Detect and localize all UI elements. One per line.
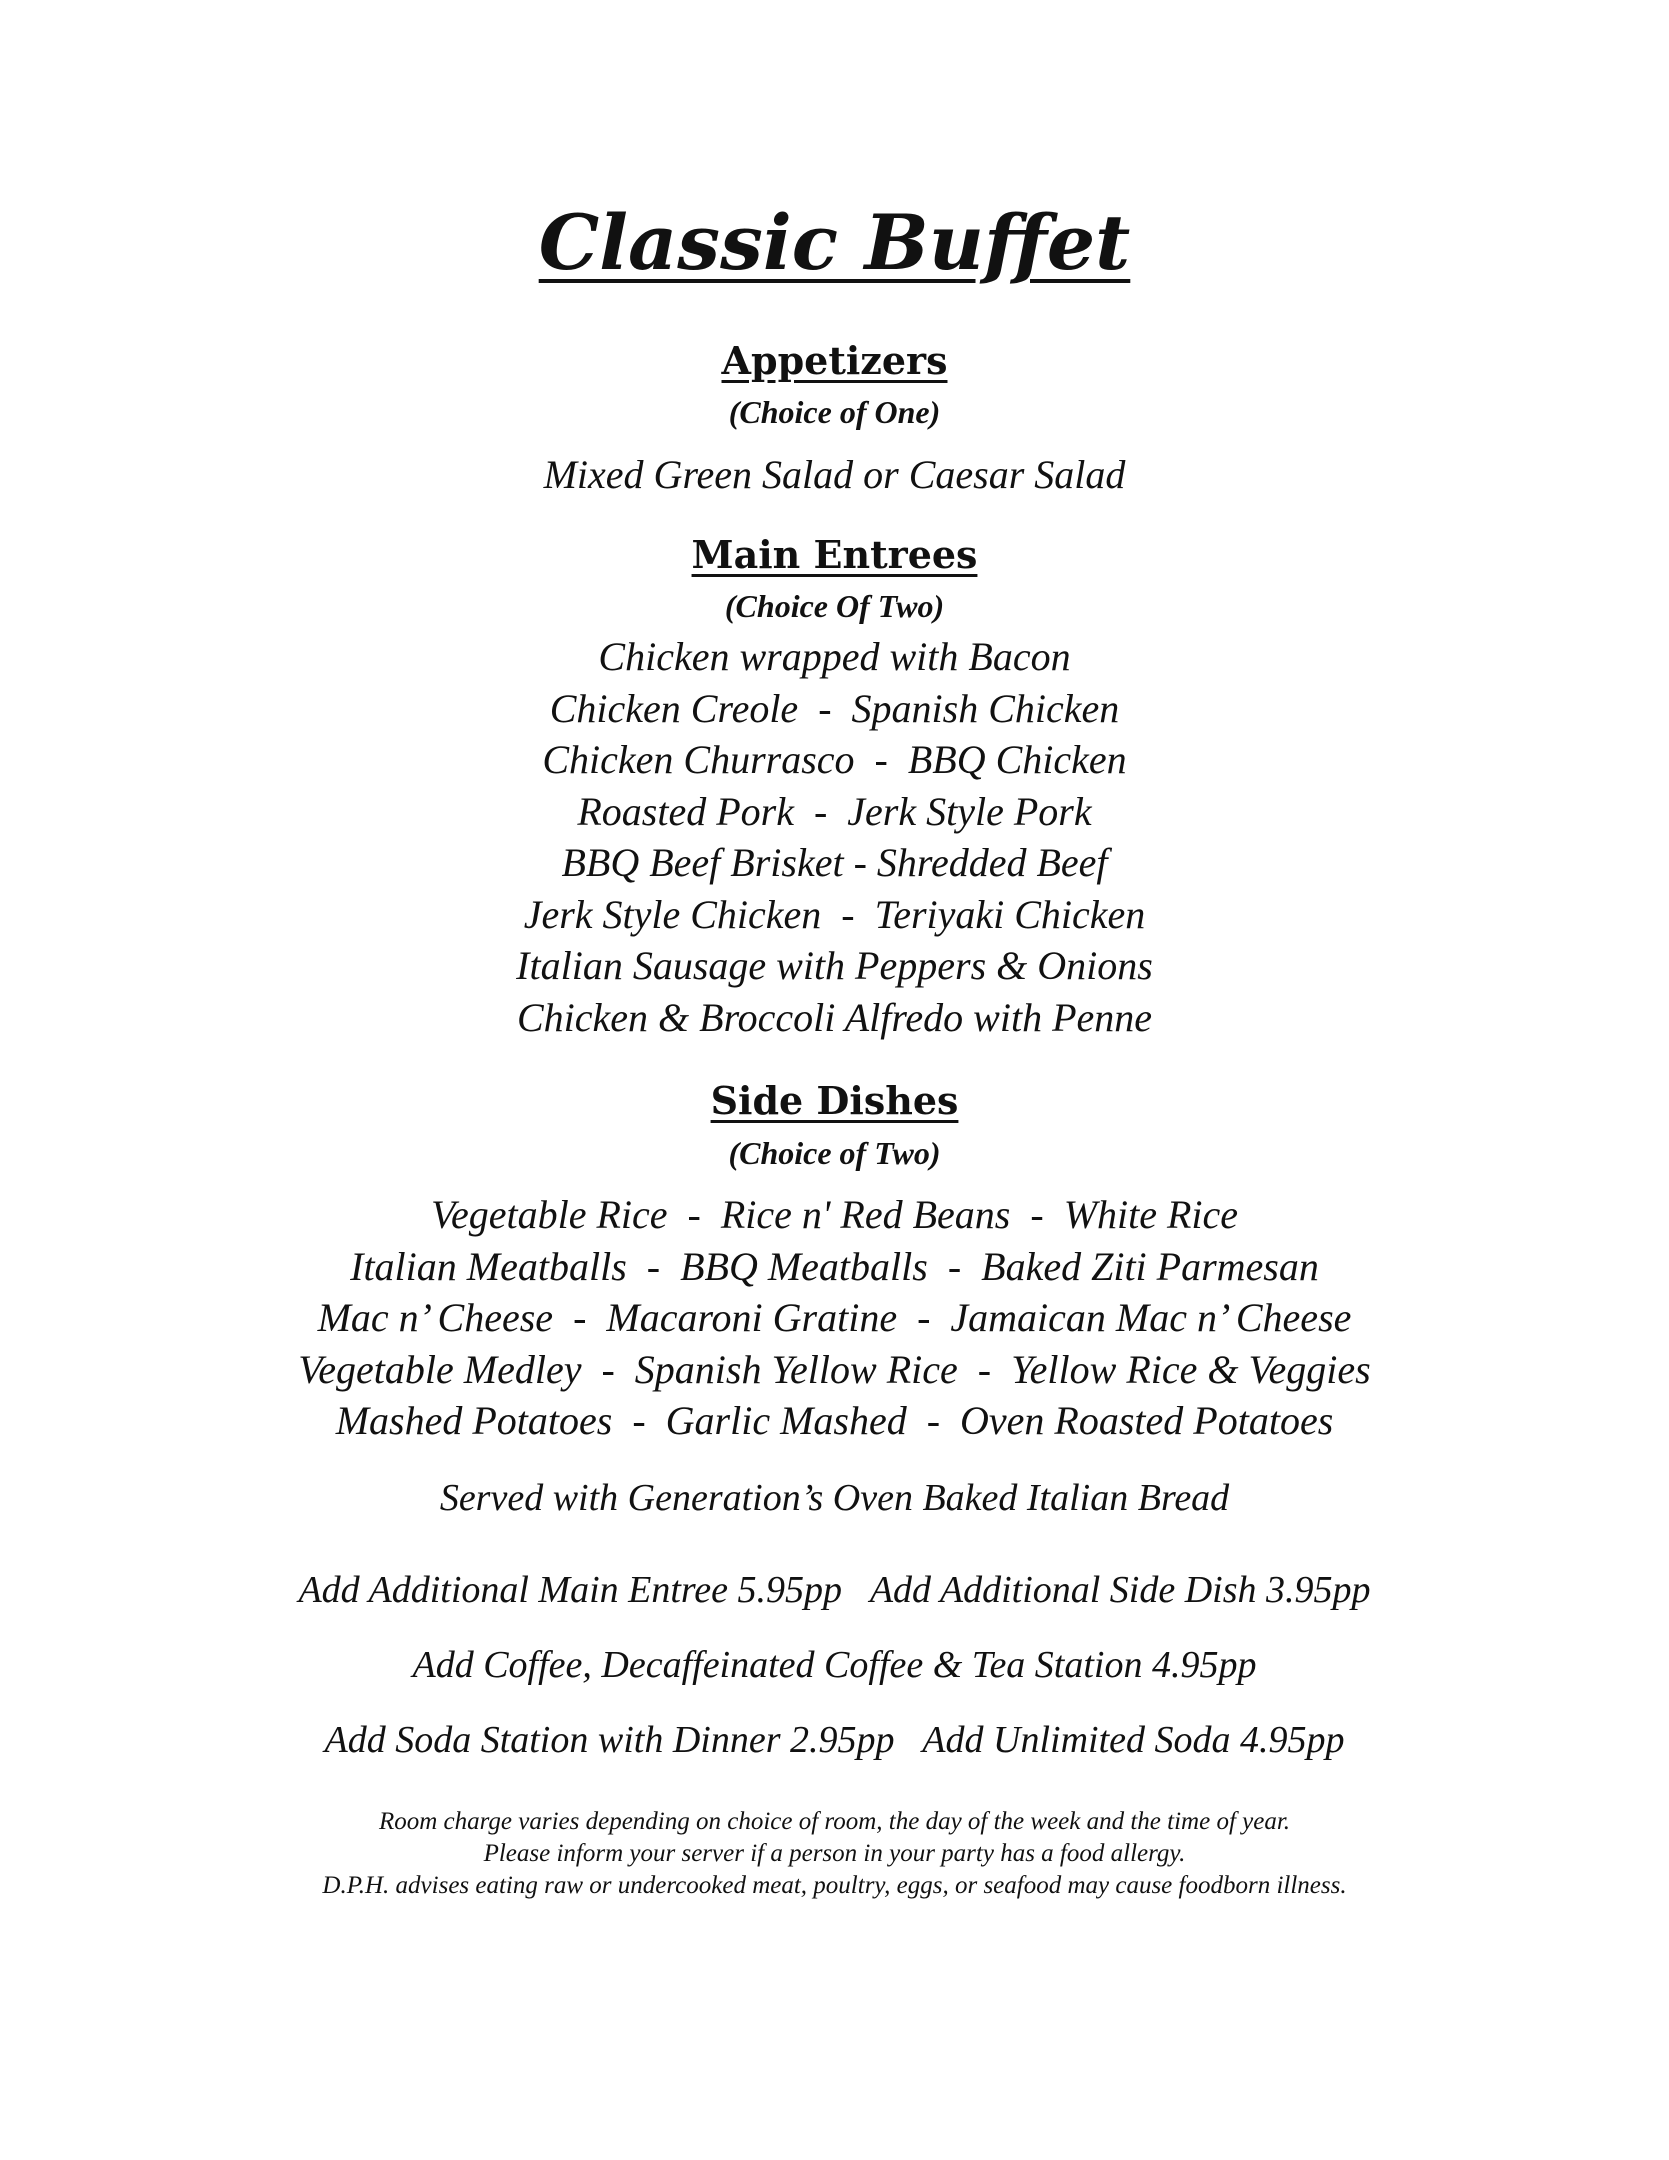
side-dish-item: Mashed Potatoes - Garlic Mashed - Oven Roasted Potatoes bbox=[335, 1398, 1334, 1443]
side-dish-item: Italian Meatballs - BBQ Meatballs - Baked Ziti Parmesan bbox=[350, 1243, 1319, 1289]
addon-line: Add Soda Station with Dinner 2.95pp Add Unlimited Soda 4.95pp bbox=[324, 1719, 1345, 1761]
fine-print-line: Room charge varies depending on choice of room, the day of the week and the time of year. bbox=[378, 1808, 1291, 1835]
main-entree-item: Chicken & Broccoli Alfredo with Penne bbox=[516, 994, 1153, 1040]
main-entrees-heading: Main Entrees bbox=[691, 532, 978, 577]
menu-title: Classic Buffet bbox=[538, 198, 1131, 287]
side-dishes-choice-note: (Choice of Two) bbox=[728, 1135, 941, 1171]
addon-line: Add Coffee, Decaffeinated Coffee & Tea Station 4.95pp bbox=[412, 1644, 1257, 1686]
main-entree-item: Chicken Churrasco - BBQ Chicken bbox=[542, 737, 1127, 782]
bread-note: Served with Generation’s Oven Baked Italian Bread bbox=[439, 1477, 1230, 1519]
addon-line: Add Additional Main Entree 5.95pp Add Additional Side Dish 3.95pp bbox=[298, 1569, 1371, 1611]
side-dishes-heading: Side Dishes bbox=[710, 1078, 959, 1123]
main-entree-item: Jerk Style Chicken - Teriyaki Chicken bbox=[523, 891, 1146, 937]
main-entree-item: Chicken Creole - Spanish Chicken bbox=[549, 685, 1120, 731]
main-entree-item: Chicken wrapped with Bacon bbox=[598, 634, 1071, 679]
main-entrees-list bbox=[0, 631, 1669, 1043]
appetizer-item: Mixed Green Salad or Caesar Salad bbox=[543, 452, 1126, 497]
fine-print bbox=[0, 1806, 1669, 1902]
main-entree-item: Roasted Pork - Jerk Style Pork bbox=[577, 788, 1092, 834]
fine-print-line: Please inform your server if a person in your party has a food allergy. bbox=[483, 1840, 1186, 1867]
main-entree-item: BBQ Beef Brisket - Shredded Beef bbox=[561, 840, 1108, 885]
side-dish-item: Mac n’ Cheese - Macaroni Gratine - Jamaican Mac n’ Cheese bbox=[317, 1295, 1352, 1340]
side-dish-item: Vegetable Rice - Rice n' Red Beans - White Rice bbox=[430, 1192, 1239, 1237]
main-entrees-choice-note: (Choice Of Two) bbox=[724, 588, 945, 624]
appetizers-choice-note: (Choice of One) bbox=[728, 394, 941, 430]
side-dish-item: Vegetable Medley - Spanish Yellow Rice - Yellow Rice & Veggies bbox=[298, 1346, 1371, 1392]
side-dishes-list bbox=[0, 1189, 1669, 1447]
appetizers-heading: Appetizers bbox=[721, 338, 948, 383]
main-entree-item: Italian Sausage with Peppers & Onions bbox=[516, 943, 1153, 988]
fine-print-line: D.P.H. advises eating raw or undercooked meat, poultry, eggs, or seafood may cause foodborn illness. bbox=[322, 1872, 1347, 1899]
